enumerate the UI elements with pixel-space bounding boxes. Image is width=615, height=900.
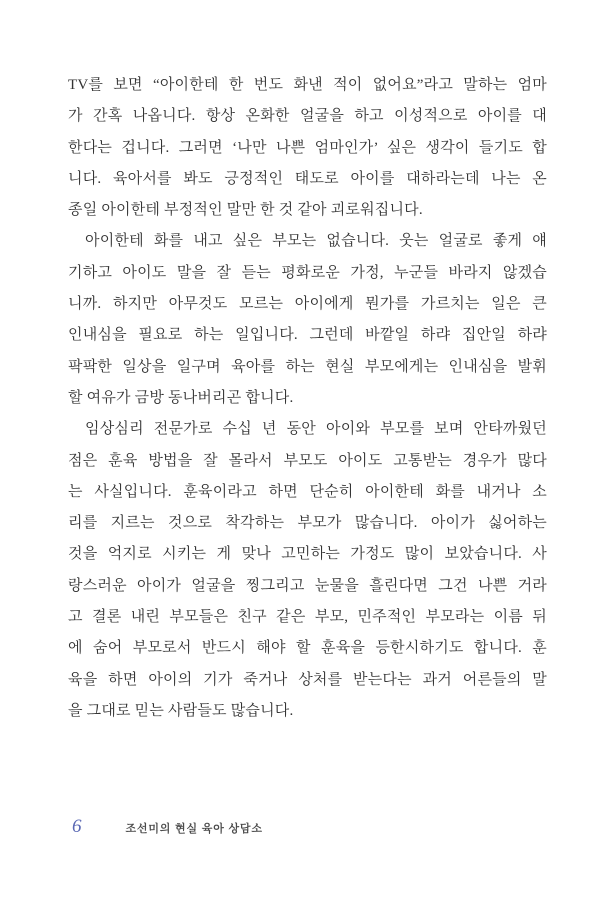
paragraph-3 [68,414,547,727]
text-line: 종일 아이한테 부정적인 말만 한 것 같아 괴로워집니다. [68,202,423,219]
paragraph-1 [68,70,547,226]
text-line: 점은 훈육 방법을 잘 몰라서 부모도 아이도 고통받는 경우가 많다 [68,452,547,469]
text-line: 을 그대로 믿는 사람들도 많습니다. [68,702,294,719]
text-line: 팍팍한 일상을 일구며 육아를 하는 현실 부모에게는 인내심을 발휘 [68,358,547,375]
text-line: 한다는 겁니다. 그러면 ‘나만 나쁜 엄마인가’ 싶은 생각이 들기도 합 [68,139,547,156]
text-line: 니다. 육아서를 봐도 긍정적인 태도로 아이를 대하라는데 나는 온 [68,170,547,187]
text-line: 임상심리 전문가로 수십 년 동안 아이와 부모를 보며 안타까웠던 [85,421,547,438]
page-number: 6 [72,816,82,837]
text-line: 기하고 아이도 말을 잘 듣는 평화로운 가정, 누군들 바라지 않겠습 [68,264,547,281]
text-line: 가 간혹 나옵니다. 항상 온화한 얼굴을 하고 이성적으로 아이를 대 [68,108,547,125]
page-body-text [68,70,547,727]
text-line: 할 여유가 금방 동나버리곤 합니다. [68,389,294,406]
text-line: 니까. 하지만 아무것도 모르는 아이에게 뭔가를 가르치는 일은 큰 [68,296,547,313]
page-footer [68,816,547,838]
text-line: 것을 억지로 시키는 게 맞나 고민하는 가정도 많이 보았습니다. 사 [68,546,547,563]
text-line: 에 숨어 부모로서 반드시 해야 할 훈육을 등한시하기도 합니다. 훈 [68,640,547,657]
book-title: 조선미의 현실 육아 상담소 [125,823,263,835]
text-line: 고 결론 내린 부모들은 친구 같은 부모, 민주적인 부모라는 이름 뒤 [68,609,547,626]
text-line: TV를 보면 “아이한테 한 번도 화낸 적이 없어요”라고 말하는 엄마 [68,77,547,93]
text-line: 는 사실입니다. 훈육이라고 하면 단순히 아이한테 화를 내거나 소 [68,483,547,500]
text-line: 인내심을 필요로 하는 일입니다. 그런데 바깥일 하랴 집안일 하랴 [68,327,547,344]
text-line: 아이한테 화를 내고 싶은 부모는 없습니다. 웃는 얼굴로 좋게 얘 [85,233,547,250]
text-line: 리를 지르는 것으로 착각하는 부모가 많습니다. 아이가 싫어하는 [68,515,547,532]
paragraph-2 [68,226,547,414]
text-line: 육을 하면 아이의 기가 죽거나 상처를 받는다는 과거 어른들의 말 [68,671,547,688]
text-line: 랑스러운 아이가 얼굴을 찡그리고 눈물을 흘린다면 그건 나쁜 거라 [68,577,547,594]
